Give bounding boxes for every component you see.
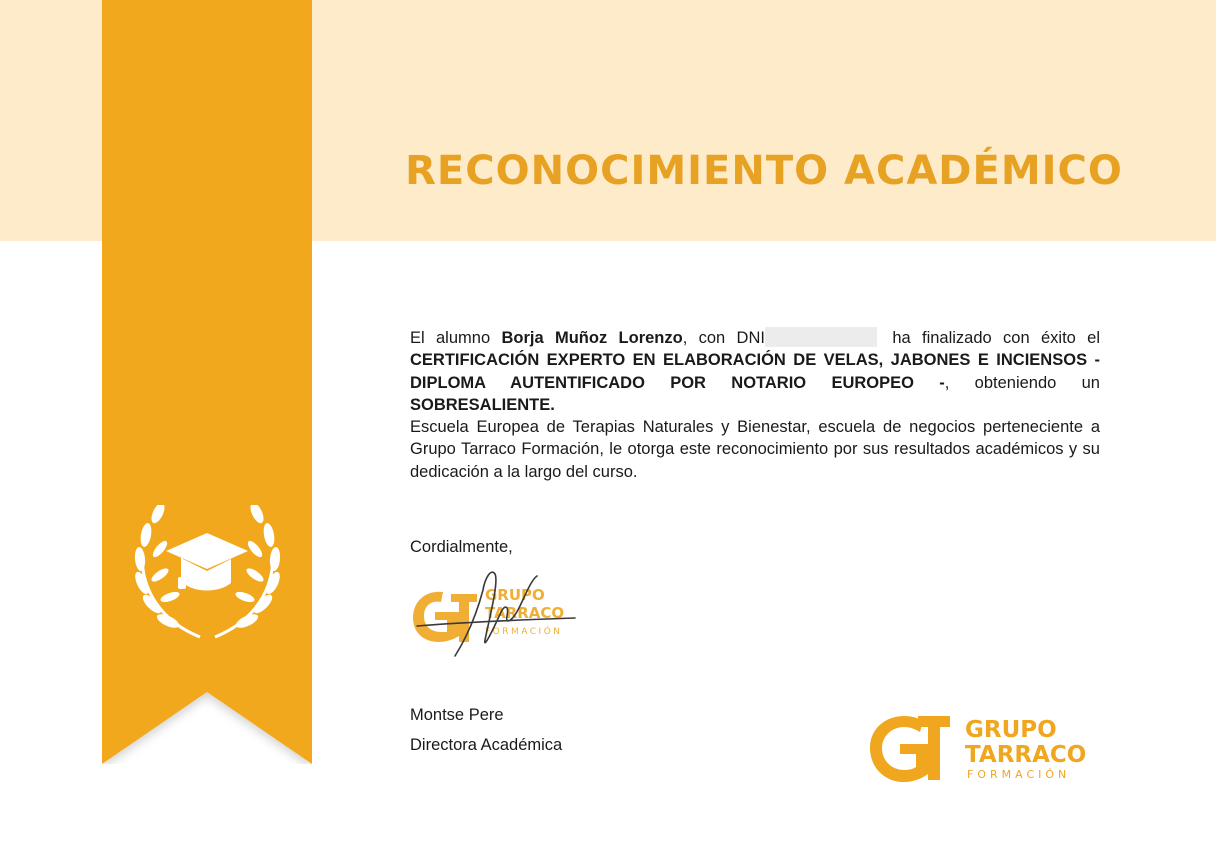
redacted-dni bbox=[765, 327, 877, 347]
signer-role: Directora Académica bbox=[410, 736, 563, 754]
laurel-graduation-emblem bbox=[130, 505, 285, 645]
intro-text: El alumno bbox=[410, 329, 491, 347]
stamp-line-2: TARRACO bbox=[485, 604, 565, 622]
ribbon-banner bbox=[102, 0, 312, 764]
certificate-title: RECONOCIMIENTO ACADÉMICO bbox=[405, 148, 1123, 194]
logo-line-1: GRUPO bbox=[965, 717, 1057, 743]
certificate-body bbox=[410, 327, 1100, 483]
stamp-line-3: FORMACIÓN bbox=[485, 627, 563, 637]
obtaining-text: , obteniendo un bbox=[944, 373, 1100, 392]
course-name: CERTIFICACIÓN EXPERTO EN ELABORACIÓN DE VELAS, JABONES E INCIENSOS - DIPLOMA AUTENTIFICADO POR NOTARIO EUROPEO - bbox=[410, 351, 1100, 392]
closing-text: Cordialmente, bbox=[410, 538, 513, 556]
stamp-line-1: GRUPO bbox=[485, 586, 545, 604]
dni-label: , con DNI bbox=[682, 329, 765, 347]
grupo-tarraco-logo bbox=[868, 712, 1098, 782]
logo-line-3: FORMACIÓN bbox=[967, 768, 1071, 781]
signer-name: Montse Pere bbox=[410, 706, 504, 724]
student-name: Borja Muñoz Lorenzo bbox=[501, 329, 683, 347]
school-text: Escuela Europea de Terapias Naturales y Bienestar, escuela de negocios perteneciente a Grupo Tarraco Formación, le otorga este reconocimiento por sus resultados académicos y su dedicación a la largo del curso. bbox=[410, 418, 1100, 481]
completed-text: ha finalizado con éxito el bbox=[892, 329, 1100, 347]
logo-line-2: TARRACO bbox=[965, 742, 1087, 768]
grade: SOBRESALIENTE. bbox=[410, 395, 555, 414]
signature-stamp bbox=[405, 560, 605, 660]
